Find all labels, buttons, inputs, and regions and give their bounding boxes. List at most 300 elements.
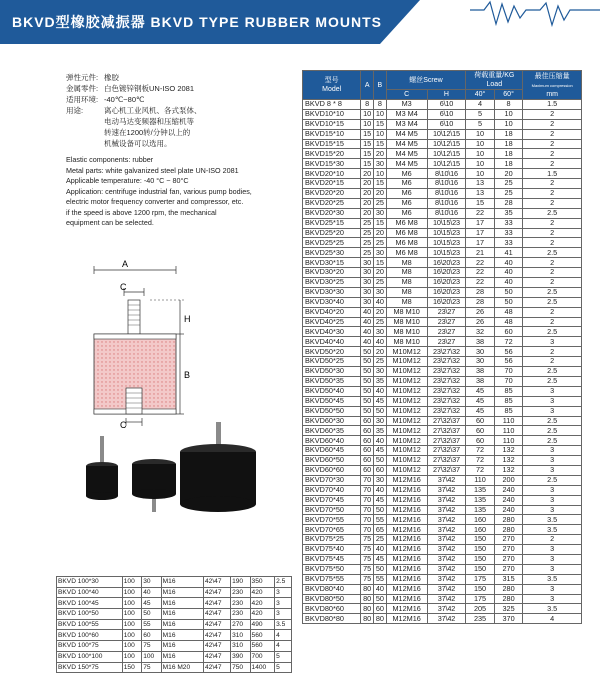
table-cell: 22: [466, 258, 495, 268]
table-row: [303, 248, 582, 258]
table-cell: M6: [386, 189, 427, 199]
col-compression: 最佳压缩量 Maximum compression mm: [523, 71, 582, 100]
chinese-specs: [66, 72, 306, 149]
table-cell: M8: [386, 297, 427, 307]
table-cell: 2: [523, 109, 582, 119]
table-cell: BKVD50*25: [303, 357, 361, 367]
table-row: [303, 505, 582, 515]
table-row: [303, 149, 582, 159]
table-cell: 35: [374, 376, 387, 386]
table-cell: BKVD70*40: [303, 485, 361, 495]
table-cell: 230: [231, 609, 250, 620]
table-cell: 65: [374, 525, 387, 535]
table-cell: 315: [494, 574, 523, 584]
table-cell: M6: [386, 198, 427, 208]
table-cell: 5: [275, 662, 292, 673]
table-cell: 27\32\37: [427, 465, 466, 475]
table-cell: 3: [275, 598, 292, 609]
table-cell: 40: [374, 297, 387, 307]
table-cell: 42\47: [204, 630, 231, 641]
table-cell: 50: [361, 367, 374, 377]
table-cell: 3: [523, 386, 582, 396]
table-cell: 3: [275, 609, 292, 620]
table-cell: BKVD20*15: [303, 179, 361, 189]
table-cell: 42\47: [204, 619, 231, 630]
table-cell: 3: [523, 554, 582, 564]
table-cell: 490: [250, 619, 275, 630]
table-cell: BKVD30*20: [303, 268, 361, 278]
table-cell: 3.5: [275, 619, 292, 630]
table-cell: 50: [361, 396, 374, 406]
large-specs-table: [56, 576, 292, 673]
table-cell: M8: [386, 287, 427, 297]
table-cell: 40: [361, 307, 374, 317]
en-spec-line: if the speed is above 1200 rpm, the mechanical: [66, 207, 217, 217]
table-cell: M12M16: [386, 604, 427, 614]
wave-decoration-icon: [470, 0, 600, 30]
cn-spec-value: 电动马达变频器和压缩机等: [104, 117, 194, 126]
table-cell: 3.5: [523, 604, 582, 614]
table-cell: 23\27\32: [427, 347, 466, 357]
table-row: [303, 465, 582, 475]
table-cell: 17: [466, 238, 495, 248]
table-cell: 2: [523, 238, 582, 248]
table-cell: 15: [374, 258, 387, 268]
table-row: [303, 564, 582, 574]
table-cell: 60: [466, 416, 495, 426]
table-header-row-1: [303, 71, 582, 90]
table-cell: 3: [523, 406, 582, 416]
table-cell: 2: [523, 179, 582, 189]
cn-spec-value: 机械设备可以选用。: [104, 139, 172, 148]
table-cell: 25: [374, 317, 387, 327]
table-row: [303, 228, 582, 238]
table-cell: 80: [361, 614, 374, 624]
col-load-60: 60°: [494, 90, 523, 100]
table-cell: 160: [466, 525, 495, 535]
table-cell: 10\15\23: [427, 238, 466, 248]
table-cell: 25: [374, 278, 387, 288]
table-cell: M16: [161, 587, 203, 598]
table-cell: 135: [466, 505, 495, 515]
table-cell: BKVD 100*75: [57, 641, 123, 652]
table-cell: BKVD80*40: [303, 584, 361, 594]
table-cell: M10M12: [386, 376, 427, 386]
table-cell: BKVD25*15: [303, 218, 361, 228]
table-cell: BKVD15*10: [303, 129, 361, 139]
table-cell: 1.5: [523, 100, 582, 110]
table-cell: 75: [142, 662, 161, 673]
col-screw: 螺丝Screw: [386, 71, 466, 90]
table-cell: 55: [374, 574, 387, 584]
table-cell: 30: [374, 367, 387, 377]
table-cell: M12M16: [386, 564, 427, 574]
table-cell: 45: [374, 554, 387, 564]
table-cell: M12M16: [386, 525, 427, 535]
table-cell: 28: [494, 198, 523, 208]
table-cell: M12M16: [386, 614, 427, 624]
table-cell: 2.5: [523, 376, 582, 386]
table-cell: 270: [231, 619, 250, 630]
table-cell: 23\27\32: [427, 357, 466, 367]
dim-b-label: B: [184, 370, 191, 380]
table-cell: 18: [494, 139, 523, 149]
table-cell: 4: [523, 614, 582, 624]
table-row: [303, 545, 582, 555]
table-cell: 16\20\23: [427, 287, 466, 297]
table-cell: 22: [466, 208, 495, 218]
table-row: [57, 662, 292, 673]
table-cell: M12M16: [386, 515, 427, 525]
table-cell: 30: [466, 347, 495, 357]
table-cell: 30: [361, 297, 374, 307]
table-cell: 10\12\15: [427, 159, 466, 169]
table-cell: M16: [161, 619, 203, 630]
table-cell: 70: [361, 505, 374, 515]
table-cell: 37\42: [427, 584, 466, 594]
table-cell: 132: [494, 465, 523, 475]
table-cell: 70: [361, 515, 374, 525]
table-cell: 75: [361, 574, 374, 584]
table-cell: 60: [466, 436, 495, 446]
table-row: [303, 198, 582, 208]
table-cell: 30: [374, 159, 387, 169]
table-cell: 25: [374, 357, 387, 367]
table-row: [303, 317, 582, 327]
cn-spec-key: 用途:: [66, 106, 84, 115]
table-cell: BKVD 150*75: [57, 662, 123, 673]
table-cell: M16 M20: [161, 662, 203, 673]
table-cell: 3: [523, 545, 582, 555]
table-cell: 30: [466, 357, 495, 367]
cn-spec-key: 弹性元件:: [66, 73, 99, 82]
table-cell: 420: [250, 587, 275, 598]
table-cell: M8 M10: [386, 317, 427, 327]
table-cell: BKVD60*45: [303, 446, 361, 456]
table-cell: 40: [494, 268, 523, 278]
table-cell: 6\10: [427, 109, 466, 119]
table-cell: 2: [523, 228, 582, 238]
table-cell: M3 M4: [386, 109, 427, 119]
table-cell: 80: [361, 594, 374, 604]
table-cell: 2.5: [523, 297, 582, 307]
table-cell: 13: [466, 189, 495, 199]
table-cell: M6: [386, 169, 427, 179]
table-cell: 2: [523, 535, 582, 545]
table-cell: 42\47: [204, 651, 231, 662]
table-cell: 2.5: [523, 416, 582, 426]
table-row: [303, 376, 582, 386]
table-row: [303, 367, 582, 377]
table-cell: 72: [466, 446, 495, 456]
table-cell: 38: [466, 376, 495, 386]
table-cell: 40: [374, 337, 387, 347]
table-row: [303, 594, 582, 604]
table-cell: M4 M5: [386, 139, 427, 149]
table-cell: 10\15\23: [427, 248, 466, 258]
table-cell: 20: [361, 169, 374, 179]
table-cell: BKVD20*20: [303, 189, 361, 199]
table-cell: 60: [466, 426, 495, 436]
table-cell: 135: [466, 495, 495, 505]
table-cell: 50: [494, 297, 523, 307]
specs-table: [302, 70, 582, 624]
table-cell: M8 M10: [386, 337, 427, 347]
table-row: [57, 587, 292, 598]
page-header: [0, 0, 600, 44]
table-cell: 42\47: [204, 641, 231, 652]
table-cell: 5: [466, 109, 495, 119]
table-cell: 25: [374, 535, 387, 545]
table-cell: 2: [523, 218, 582, 228]
table-cell: 135: [466, 485, 495, 495]
col-b: B: [374, 71, 387, 100]
table-cell: BKVD50*30: [303, 367, 361, 377]
cn-spec-line: [66, 72, 306, 83]
table-cell: 10: [466, 139, 495, 149]
table-cell: 20: [374, 189, 387, 199]
table-cell: M10M12: [386, 406, 427, 416]
table-cell: BKVD80*50: [303, 594, 361, 604]
table-cell: BKVD20*25: [303, 198, 361, 208]
table-cell: BKVD60*35: [303, 426, 361, 436]
table-cell: 37\42: [427, 475, 466, 485]
table-cell: BKVD 100*100: [57, 651, 123, 662]
table-cell: 30: [361, 278, 374, 288]
cn-spec-value: -40℃~80℃: [104, 95, 145, 104]
col-load-40: 40°: [466, 90, 495, 100]
specs-table-body: [303, 100, 582, 624]
table-cell: M3: [386, 100, 427, 110]
table-cell: 38: [466, 367, 495, 377]
table-cell: 20: [374, 149, 387, 159]
table-cell: 27\32\37: [427, 456, 466, 466]
table-cell: 70: [494, 376, 523, 386]
table-row: [303, 119, 582, 129]
table-row: [303, 456, 582, 466]
table-cell: 80: [361, 584, 374, 594]
table-row: [303, 100, 582, 110]
table-row: [303, 386, 582, 396]
dimension-diagram: [80, 260, 200, 430]
table-cell: 75: [361, 535, 374, 545]
table-cell: 25: [361, 218, 374, 228]
table-cell: 15: [361, 139, 374, 149]
table-cell: 2.5: [275, 577, 292, 588]
table-cell: 3: [523, 594, 582, 604]
cn-spec-line: [66, 94, 306, 105]
dim-c-bottom-label: C: [120, 420, 127, 430]
table-cell: 25: [361, 238, 374, 248]
cn-spec-value: 白色镀锌钢板UN-ISO 2081: [104, 84, 195, 93]
table-cell: 42\47: [204, 662, 231, 673]
cn-spec-line: [66, 105, 306, 116]
table-cell: BKVD50*50: [303, 406, 361, 416]
table-cell: 2: [523, 198, 582, 208]
table-cell: 280: [494, 594, 523, 604]
table-cell: 80: [361, 604, 374, 614]
table-cell: M8: [386, 268, 427, 278]
table-cell: BKVD30*40: [303, 297, 361, 307]
table-cell: 30: [374, 208, 387, 218]
table-row: [303, 297, 582, 307]
table-cell: 3: [523, 446, 582, 456]
table-cell: M8: [386, 278, 427, 288]
table-cell: 2.5: [523, 287, 582, 297]
table-cell: BKVD50*35: [303, 376, 361, 386]
table-cell: M12M16: [386, 574, 427, 584]
table-cell: M6 M8: [386, 248, 427, 258]
table-cell: 2: [523, 268, 582, 278]
table-cell: 8: [494, 100, 523, 110]
table-cell: 37\42: [427, 594, 466, 604]
table-cell: 20: [374, 347, 387, 357]
table-cell: 72: [494, 337, 523, 347]
table-cell: 8\10\16: [427, 169, 466, 179]
table-cell: 37\42: [427, 564, 466, 574]
table-cell: 50: [374, 505, 387, 515]
cn-spec-key: 金属零件:: [66, 84, 99, 93]
table-cell: 20: [361, 179, 374, 189]
table-cell: 40: [374, 485, 387, 495]
table-cell: M10M12: [386, 456, 427, 466]
table-cell: 50: [361, 406, 374, 416]
table-cell: 16\20\23: [427, 278, 466, 288]
table-cell: 270: [494, 535, 523, 545]
table-row: [303, 436, 582, 446]
table-cell: 50: [374, 594, 387, 604]
english-specs: [66, 155, 306, 229]
table-row: [303, 307, 582, 317]
table-row: [303, 179, 582, 189]
table-row: [303, 515, 582, 525]
table-cell: 230: [231, 598, 250, 609]
table-cell: 85: [494, 396, 523, 406]
table-cell: 325: [494, 604, 523, 614]
table-cell: M6: [386, 208, 427, 218]
table-cell: 10: [466, 159, 495, 169]
table-cell: BKVD50*45: [303, 396, 361, 406]
table-cell: 15: [361, 149, 374, 159]
table-cell: BKVD30*25: [303, 278, 361, 288]
table-cell: 1400: [250, 662, 275, 673]
table-cell: 35: [374, 426, 387, 436]
table-cell: 50: [361, 347, 374, 357]
table-cell: 100: [122, 609, 141, 620]
table-cell: 2: [523, 189, 582, 199]
cn-spec-value: 转速在1200转/分钟以上的: [104, 128, 191, 137]
table-cell: BKVD60*60: [303, 465, 361, 475]
table-cell: 100: [122, 587, 141, 598]
table-cell: 50: [374, 456, 387, 466]
table-cell: 40: [374, 436, 387, 446]
table-cell: 13: [466, 179, 495, 189]
table-cell: 45: [374, 495, 387, 505]
table-cell: 2: [523, 278, 582, 288]
table-cell: 16\20\23: [427, 268, 466, 278]
table-cell: 23\27: [427, 327, 466, 337]
col-c: C: [386, 90, 427, 100]
table-cell: 35: [494, 208, 523, 218]
table-cell: 2.5: [523, 248, 582, 258]
table-row: [303, 139, 582, 149]
table-cell: 25: [374, 198, 387, 208]
table-cell: 72: [466, 465, 495, 475]
cn-spec-key: [66, 127, 104, 138]
table-cell: 2.5: [523, 436, 582, 446]
table-cell: 60: [361, 446, 374, 456]
table-cell: BKVD75*45: [303, 554, 361, 564]
table-cell: 23\27\32: [427, 376, 466, 386]
table-cell: 10\12\15: [427, 149, 466, 159]
table-cell: 45: [374, 396, 387, 406]
table-cell: 5: [466, 119, 495, 129]
table-cell: 30: [374, 327, 387, 337]
table-cell: 45: [142, 598, 161, 609]
table-cell: M12M16: [386, 554, 427, 564]
table-cell: BKVD 8 * 8: [303, 100, 361, 110]
dim-h-label: H: [184, 314, 191, 324]
table-cell: 40: [361, 327, 374, 337]
table-cell: 23\27\32: [427, 396, 466, 406]
table-cell: M8 M10: [386, 307, 427, 317]
table-cell: 38: [466, 337, 495, 347]
table-cell: BKVD40*20: [303, 307, 361, 317]
table-cell: 37\42: [427, 535, 466, 545]
table-cell: 10: [494, 109, 523, 119]
table-cell: 3: [523, 485, 582, 495]
table-cell: M10M12: [386, 396, 427, 406]
table-cell: 16\20\23: [427, 258, 466, 268]
table-cell: 33: [494, 218, 523, 228]
col-h: H: [427, 90, 466, 100]
table-cell: 72: [466, 456, 495, 466]
table-cell: 30: [361, 287, 374, 297]
table-cell: 30: [374, 416, 387, 426]
table-cell: 40: [361, 337, 374, 347]
table-cell: 110: [494, 416, 523, 426]
table-cell: 28: [466, 287, 495, 297]
table-cell: 3: [523, 495, 582, 505]
table-cell: 15: [374, 139, 387, 149]
table-cell: 37\42: [427, 485, 466, 495]
table-cell: M12M16: [386, 594, 427, 604]
table-cell: 42\47: [204, 577, 231, 588]
table-cell: M16: [161, 630, 203, 641]
table-cell: M12M16: [386, 495, 427, 505]
table-cell: 310: [231, 630, 250, 641]
table-cell: 100: [122, 641, 141, 652]
table-cell: 270: [494, 564, 523, 574]
table-cell: 1.5: [523, 169, 582, 179]
table-cell: BKVD70*30: [303, 475, 361, 485]
table-cell: 18: [494, 149, 523, 159]
table-cell: M12M16: [386, 505, 427, 515]
table-cell: 270: [494, 545, 523, 555]
table-cell: 2.5: [523, 208, 582, 218]
table-cell: 45: [466, 386, 495, 396]
table-cell: BKVD 100*45: [57, 598, 123, 609]
table-row: [303, 426, 582, 436]
cn-spec-line: [66, 116, 306, 127]
table-cell: 40: [494, 278, 523, 288]
cn-spec-value: 离心机工业风机、各式泵体、: [104, 106, 202, 115]
table-cell: 23\27\32: [427, 386, 466, 396]
table-cell: BKVD10*15: [303, 119, 361, 129]
table-cell: BKVD20*10: [303, 169, 361, 179]
table-cell: M4 M5: [386, 159, 427, 169]
table-cell: 10: [374, 109, 387, 119]
